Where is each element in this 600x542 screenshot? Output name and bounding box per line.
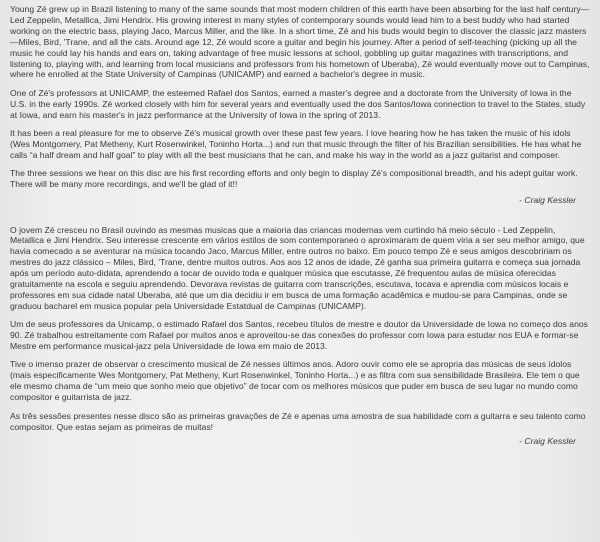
english-paragraph-4: The three sessions we hear on this disc are his first recording efforts and only begin to display Zé's compositional breadth, and his adept guitar work. There will be many more recordings, and we'll be glad of it!!: [10, 168, 578, 190]
english-paragraph-2: One of Zé's professors at UNICAMP, the esteemed Rafael dos Santos, earned a master's degree and a doctorate from the University of Iowa in the U.S. in the early 1990s. Zé worked closely with him for several years and eventually used the dos Santos/Iowa connection to travel to the States, study at Iowa, and earn his master's in jazz performance at the University of Iowa in the spring of 2013.: [10, 87, 586, 120]
english-section: [10, 4, 590, 206]
portuguese-paragraph-3: Tive o imenso prazer de observar o crescimento musical de Zé nesses últimos anos. Adoro ouvir como ele se apropria das músicas de seus ídolos (mais especificamente Wes Montgomery, Pat Metheny, Kurt Rosenwinkel, Toninho Horta...) e as filtra com sua sensibilidade Brasileira. Ele tem o que ele mesmo chama de “um meio que sonho meio que objetivo” de tocar com os melhores músicos que puder em busca de seu lugar no mundo como compositor e guitarrista de jazz.: [10, 359, 580, 403]
portuguese-paragraph-1: O jovem Zé cresceu no Brasil ouvindo as mesmas musicas que a maioria das criancas modernas vem curtindo há meio século - Led Zeppelin, Metallica e Jimi Hendrix. Seu interesse crescente em vários estilos de som contemporaneo o aproximaram de quem viria a ser seu melhor amigo, que havia comecado a se aventurar na música tocando Jaco, Marcus Miller, entre outros no baixo. Em pouco tempo Zé e seus amigos descobririam os mestres do jazz clássico – Miles, Bird, 'Trane, dentre muitos outros. Aos aos 12 anos de idade, Zé ganha sua primeira guitarra e começa sua jornada após um período auto-didata, aprendendo a tocar de ouvido toda e qualquer música que escutasse, Zé frequentou aulas de música oferecidas gratuitamente na escola e seguiu aprendendo. Devorava revistas de guitarra com transcrições, escutava, tocava e aprendia com músicos locais e professores em sua cidade natal Uberaba, até que um dia decidiu ir em busca de uma formação acadêmica e mudou-se para Campinas, onde se graduou bacharel em musica popular pela Universidade Estatdual de Campinas (UNICAMP).: [10, 224, 585, 311]
english-paragraph-3: It has been a real pleasure for me to observe Zé's musical growth over these past few years. I love hearing how he has taken the music of his idols (Wes Montgomery, Pat Metheny, Kurt Rosenwinkel, Toninho Horta...) and run that music through the filter of his Brazilian sensibilities. He has what he calls “a half dream and half goal” to play with all the best musicians that he can, and make his way in the world as a jazz guitarist and composer.: [10, 128, 582, 160]
portuguese-signature: - Craig Kessler: [519, 435, 576, 446]
portuguese-section: [10, 225, 590, 447]
english-paragraph-1: Young Zé grew up in Brazil listening to many of the same sounds that most modern children of this earth have been absorbing for the last half century—Led Zeppelin, Metallica, Jimi Hendrix. His growing interest in many styles of contemporary sounds would lead him to a best buddy who had started working on the electric bass, playing Jaco, Marcus Miller, and the like. In a short time, Zé and his buds would begin to discover the classic jazz masters—Miles, Bird, 'Trane, and all the cats. Around age 12, Zé would score a guitar and begin his journey. After a period of self-teaching (picking up all the music he could lay his hands and ears on, taking advantage of free music lessons at school, gobbling up guitar magazines with transcriptions, and listening to, playing with, and learning from local musicians and professors from his hometown of Uberaba), Zé would eventually move out to Campinas, where he enrolled at the State University of Campinas (UNICAMP) and earned a bachelor's degree in music.: [10, 4, 590, 80]
section-divider-space: [10, 206, 590, 225]
english-signature: - Craig Kessler: [519, 194, 576, 205]
portuguese-paragraph-2: Um de seus professores da Unicamp, o estimado Rafael dos Santos, recebeu títulos de mestre e doutor da Universidade de Iowa no começo dos anos 90. Zé trabalhou estreitamente com Rafael por muitos anos e aproveitou-se das conexões do professor com Iowa para estudar nos EUA e formar-se Mestre em performance musical-jazz pela Universidade de Iowa em maio de 2013.: [10, 319, 588, 352]
portuguese-paragraph-4: As três sessões presentes nesse disco são as primeiras gravações de Zé e apenas uma amostra de sua habilidade com a guitarra e seu talento como compositor. Que estas sejam as primeiras de muitas!: [10, 410, 586, 432]
